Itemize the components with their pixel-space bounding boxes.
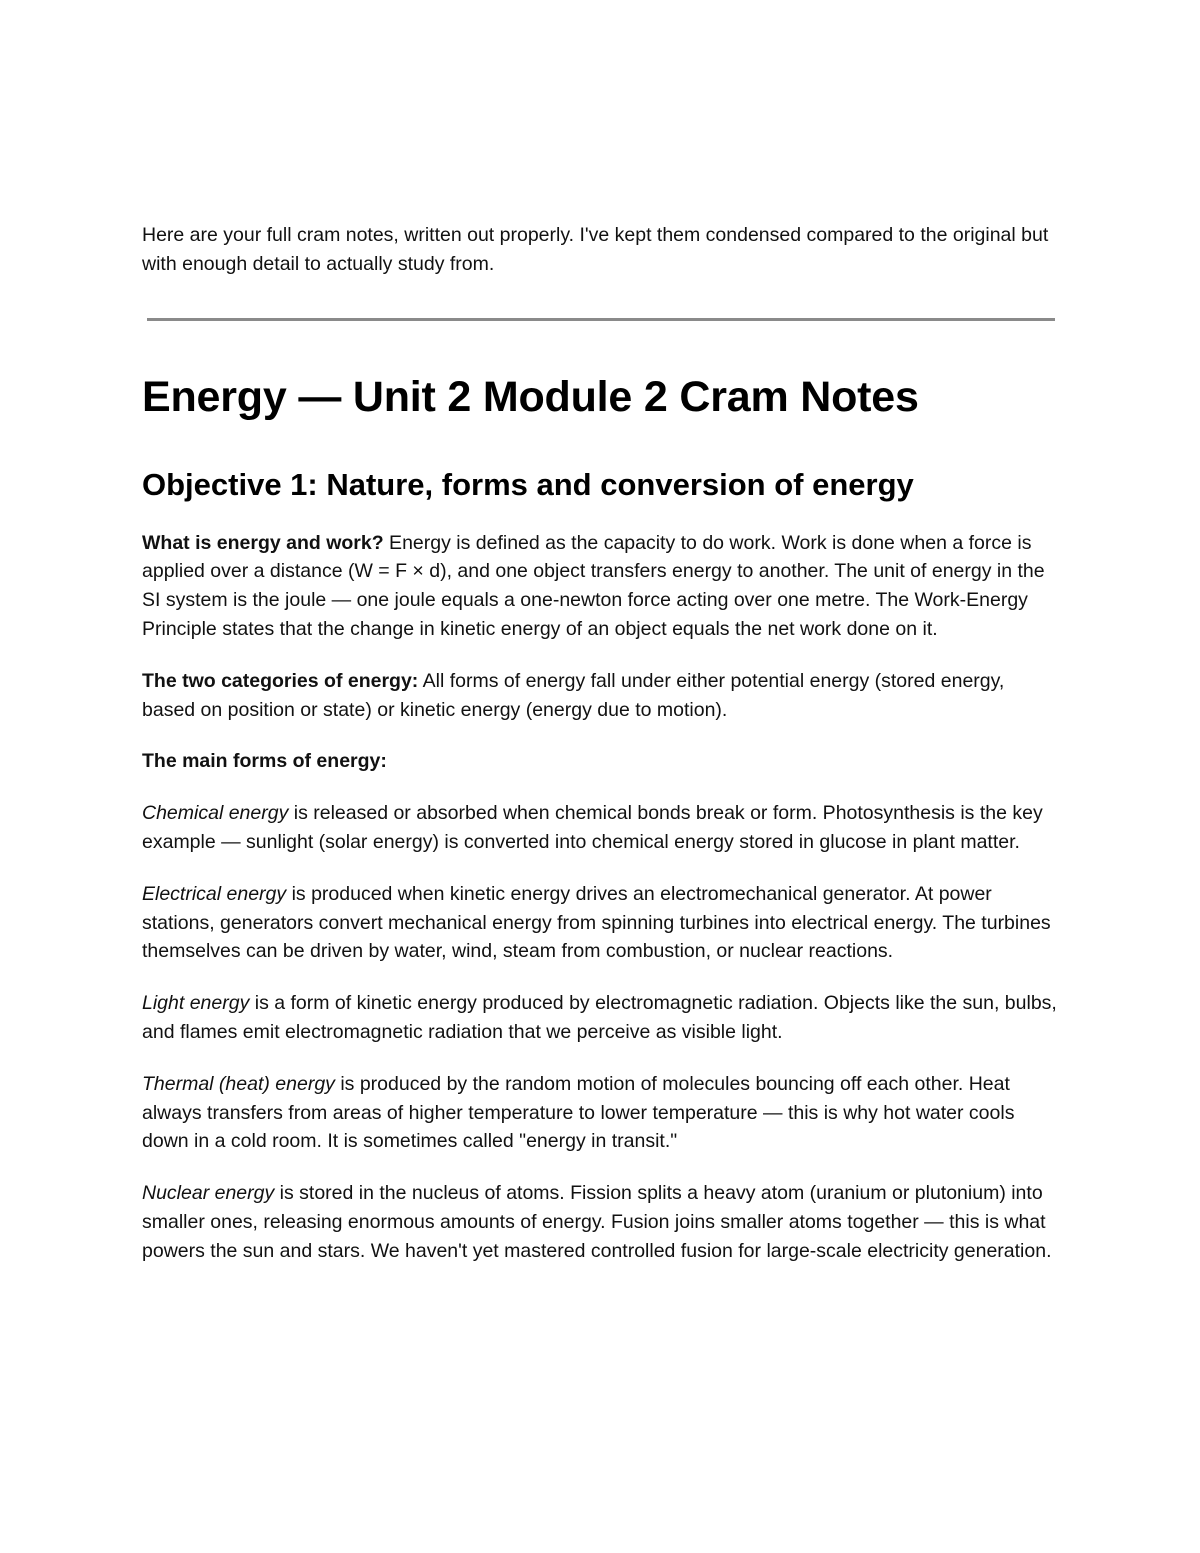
main-forms-label: The main forms of energy:	[142, 750, 387, 773]
categories-paragraph	[142, 667, 1057, 725]
form-electrical-term: Electrical energy	[142, 882, 287, 905]
form-thermal-term: Thermal (heat) energy	[142, 1072, 335, 1095]
main-forms-paragraph	[142, 747, 1057, 776]
form-light-term: Light energy	[142, 992, 250, 1015]
document-page	[142, 221, 1057, 1289]
form-nuclear-term: Nuclear energy	[142, 1182, 275, 1205]
energy-work-text: Energy is defined as the capacity to do work. Work is done when a force is applied over a distance (W = F × d), and one object transfers energy to another. The unit of energy in the SI system is the joule — one joule equals a one-newton force acting over one metre. The Work-Energy Principle states that the change in kinetic energy of an object equals the net work done on it.	[142, 531, 1045, 640]
document-title: Energy — Unit 2 Module 2 Cram Notes	[142, 372, 919, 421]
intro-paragraph: Here are your full cram notes, written out properly. I've kept them condensed compared to the original but with enough detail to actually study from.	[142, 224, 1049, 275]
energy-work-label: What is energy and work?	[142, 531, 384, 554]
form-thermal-text: is produced by the random motion of molecules bouncing off each other. Heat always transfers from areas of higher temperature to lower temperature — this is why hot water cools down in a cold room. It is sometimes called "energy in transit."	[142, 1072, 1015, 1153]
energy-work-paragraph	[142, 529, 1057, 644]
form-chemical-term: Chemical energy	[142, 802, 289, 825]
form-light-paragraph	[142, 989, 1057, 1047]
objective-1-heading: Objective 1: Nature, forms and conversion of energy	[142, 466, 914, 502]
form-electrical-text: is produced when kinetic energy drives an electromechanical generator. At power stations, generators convert mechanical energy from spinning turbines into electrical energy. The turbines themselves can be driven by water, wind, steam from combustion, or nuclear reactions.	[142, 882, 1051, 963]
categories-text: All forms of energy fall under either potential energy (stored energy, based on position or state) or kinetic energy (energy due to motion).	[142, 669, 1005, 721]
form-electrical-paragraph	[142, 880, 1057, 966]
form-light-text: is a form of kinetic energy produced by electromagnetic radiation. Objects like the sun, bulbs, and flames emit electromagnetic radiation that we perceive as visible light.	[142, 992, 1057, 1043]
horizontal-divider	[147, 318, 1055, 321]
form-chemical-text: is released or absorbed when chemical bonds break or form. Photosynthesis is the key example — sunlight (solar energy) is converted into chemical energy stored in glucose in plant matter.	[142, 802, 1043, 853]
categories-label: The two categories of energy:	[142, 669, 419, 692]
form-nuclear-text: is stored in the nucleus of atoms. Fission splits a heavy atom (uranium or plutonium) into smaller ones, releasing enormous amounts of energy. Fusion joins smaller atoms together — this is what powers the sun and stars. We haven't yet mastered controlled fusion for large-scale electricity generation.	[142, 1182, 1052, 1262]
form-thermal-paragraph	[142, 1070, 1057, 1156]
form-nuclear-paragraph	[142, 1179, 1057, 1265]
form-chemical-paragraph	[142, 799, 1057, 857]
